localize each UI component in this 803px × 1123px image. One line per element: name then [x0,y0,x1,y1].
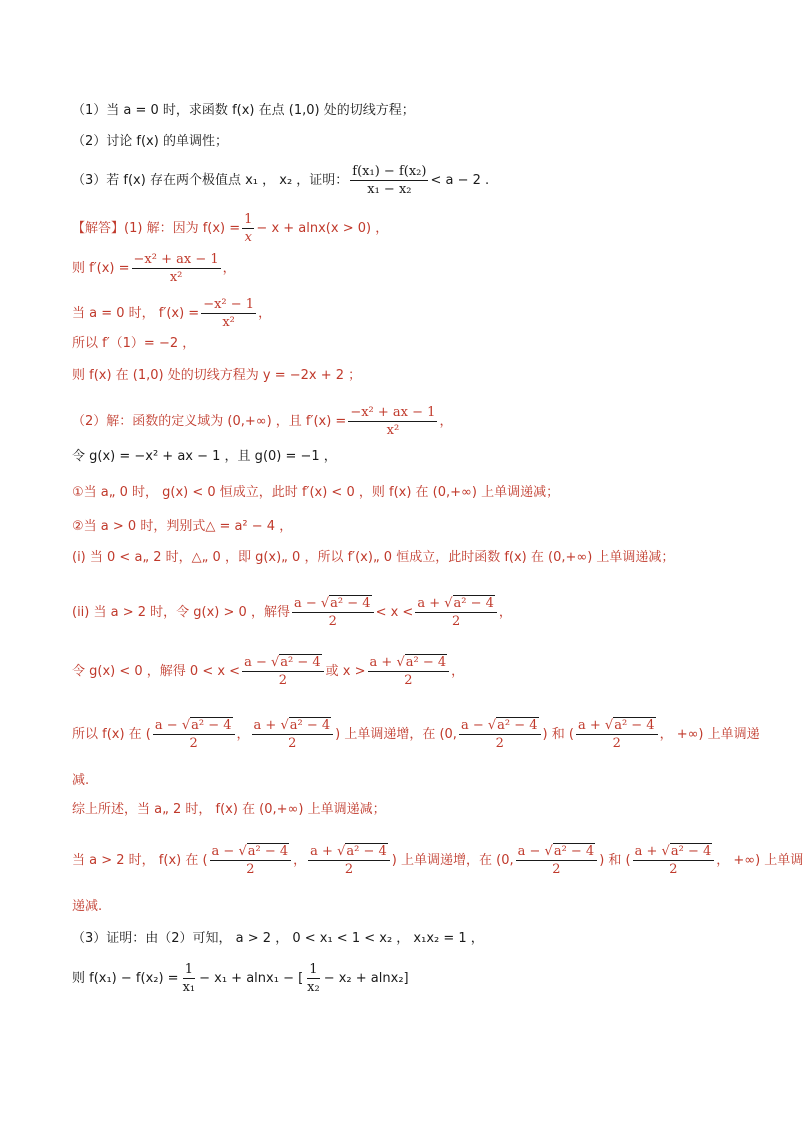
solution-line-19-post: − x₂ + alnx₂] [323,970,409,986]
solution-line-19-fraction-2 [305,962,322,995]
root-body: a² − 4 [330,596,371,611]
fraction-denominator: 2 [669,862,678,877]
root-body: a² − 4 [289,718,331,733]
root-fraction-plus: $\frac{\text{a + √a² − 4}}{2}$ [576,718,658,751]
question-2: （2）讨论 f(x) 的单调性； [72,134,228,149]
solution-line-19-mid: − x₁ + alnx₁ − [ [199,970,304,986]
solution-line-6-pre: （2）解：函数的定义域为 (0,+∞) ，且 f′(x) = [72,413,347,429]
solution-line-5: 则 f(x) 在 (1,0) 处的切线方程为 y = −2x + 2 ； [72,368,362,383]
fraction-denominator: 2 [552,862,561,877]
fraction-numerator: 1 [309,962,318,977]
solution-line-13-comma: ， [236,726,250,742]
root-fraction-minus: $\frac{\text{a − √a² − 4}}{2}$ [516,844,598,877]
root-numerator-a: a − [211,844,239,859]
root-fraction-minus: $\frac{\text{a − √a² − 4}}{2}$ [242,655,324,688]
question-3-fraction [350,164,428,197]
fraction-denominator: x₁ [182,980,196,995]
fraction-numerator: −x² − 1 [203,297,255,312]
fraction-denominator: x [244,230,252,245]
solution-line-2-post: ， [222,260,236,276]
solution-line-6-fraction [348,405,437,438]
solution-line-12-mid: 或 x > [325,663,366,679]
solution-line-17: 递减. [72,899,103,914]
question-3-tail: < a − 2 . [430,172,490,188]
solution-line-1 [72,212,388,245]
root-fraction-minus: $\frac{\text{a − √a² − 4}}{2}$ [210,844,292,877]
root-numerator-a: a − [517,844,545,859]
solution-line-15: 综上所述，当 a„ 2 时， f(x) 在 (0,+∞) 上单调递减； [72,802,386,817]
fraction-numerator: f(x₁) − f(x₂) [352,164,427,179]
fraction-denominator: 2 [288,736,297,751]
root-fraction-plus: $\frac{\text{a + √a² − 4}}{2}$ [252,718,334,751]
solution-line-16-comma: ， [293,852,307,868]
fraction-denominator: 2 [246,862,255,877]
fraction-denominator: 2 [404,673,413,688]
solution-line-14: 减. [72,773,90,788]
fraction-denominator: 2 [328,614,337,629]
solution-line-18: （3）证明：由（2）可知， a > 2 ， 0 < x₁ < 1 < x₂ ， x₁x₂ = 1 ， [72,931,484,946]
fraction-denominator: 2 [612,736,621,751]
fraction-denominator: 2 [344,862,354,877]
solution-line-12-post: ， [451,663,465,679]
solution-line-1-pre: (1) 解：因为 f(x) = [124,220,241,236]
fraction-denominator: 2 [189,736,198,751]
solution-line-16-mid: ) 上单调递增，在 (0, [391,852,514,868]
solution-line-7: 令 g(x) = −x² + ax − 1 ，且 g(0) = −1 ， [72,449,337,464]
solution-line-12-pre: 令 g(x) < 0 ，解得 0 < x < [72,663,241,679]
solution-line-2-pre: 则 f′(x) = [72,260,130,276]
root-fraction-plus: $\frac{\text{a + √a² − 4}}{2}$ [633,844,715,877]
solution-line-6 [72,405,452,438]
fraction-denominator: x₂ [307,980,320,995]
root-body: a² − 4 [553,844,595,859]
solution-line-19-fraction-1 [181,962,198,995]
root-numerator-a: a − [244,655,271,670]
solution-line-3-pre: 当 a = 0 时， f′(x) = [72,305,200,321]
solution-line-3-post: ， [258,305,272,321]
solution-line-6-post: ， [439,413,453,429]
solution-line-1-fraction [242,212,254,245]
root-body: a² − 4 [346,844,387,859]
solution-line-1-post: − x + alnx(x > 0) ， [256,220,389,236]
root-numerator-a: a + [253,718,281,733]
root-numerator-a: a + [634,844,662,859]
root-body: a² − 4 [670,844,712,859]
solution-line-13 [72,718,760,751]
solution-line-16-pre: 当 a > 2 时， f(x) 在 ( [72,852,208,868]
root-fraction-plus: $\frac{\text{a + √a² − 4}}{2}$ [415,596,497,629]
fraction-numerator: 1 [184,962,193,977]
question-1: （1）当 a = 0 时，求函数 f(x) 在点 (1,0) 处的切线方程； [72,103,415,118]
solution-line-13-mid: ) 上单调递增，在 (0, [335,726,457,742]
solution-line-13-post: ， +∞) 上单调递 [659,726,760,742]
fraction-numerator: −x² + ax − 1 [133,252,219,267]
root-fraction-plus: $\frac{\text{a + √a² − 4}}{2}$ [368,655,450,688]
solution-line-9: ②当 a > 0 时，判别式△ = a² − 4 ， [72,519,293,534]
solution-line-11 [72,596,512,629]
solution-line-19 [72,962,409,995]
solution-tag: 【解答】 [72,220,125,236]
solution-line-16 [72,844,803,877]
fraction-denominator: 2 [451,614,461,629]
root-body: a² − 4 [453,596,494,611]
root-fraction-plus: $\frac{\text{a + √a² − 4}}{2}$ [308,844,390,877]
root-fraction-minus: $\frac{\text{a − √a² − 4}}{2}$ [459,718,541,751]
solution-line-16-and: ) 和 ( [599,852,631,868]
root-body: a² − 4 [280,655,321,670]
solution-line-2-fraction [132,252,221,285]
fraction-denominator: 2 [495,736,504,751]
fraction-denominator: x² [386,423,400,438]
root-fraction-minus: $\frac{\text{a − √a² − 4}}{2}$ [153,718,235,751]
root-numerator-a: a − [460,718,488,733]
fraction-numerator: −x² + ax − 1 [350,405,436,420]
question-3-text: （3）若 f(x) 存在两个极值点 x₁ ， x₂ ，证明： [72,172,349,188]
solution-line-10: (i) 当 0 < a„ 2 时，△„ 0 ，即 g(x)„ 0 ，所以 f′(x)„ 0 恒成立，此时函数 f(x) 在 (0,+∞) 上单调递减； [72,550,675,565]
solution-line-2 [72,252,236,285]
solution-line-3 [72,297,271,330]
solution-line-4: 所以 f′（1）= −2 ， [72,336,196,351]
root-body: a² − 4 [247,844,289,859]
fraction-denominator: 2 [278,673,287,688]
question-3 [72,164,489,197]
root-numerator-a: a − [154,718,182,733]
solution-line-3-fraction [201,297,256,330]
solution-line-13-and: ) 和 ( [542,726,574,742]
root-body: a² − 4 [614,718,655,733]
solution-line-16-post: ， +∞) 上单调 [716,852,803,868]
solution-line-19-pre: 则 f(x₁) − f(x₂) = [72,970,179,986]
fraction-denominator: x₁ − x₂ [367,182,412,197]
root-body: a² − 4 [405,655,447,670]
root-body: a² − 4 [497,718,538,733]
root-numerator-a: a + [369,655,397,670]
root-fraction-minus: $\frac{\text{a − √a² − 4}}{2}$ [292,596,374,629]
root-body: a² − 4 [191,718,232,733]
root-numerator-a: a − [293,596,321,611]
solution-line-8: ①当 a„ 0 时， g(x) < 0 恒成立，此时 f′(x) < 0 ，则 f(x) 在 (0,+∞) 上单调递减； [72,485,560,500]
solution-line-11-post: ， [498,604,512,620]
solution-line-11-mid: < x < [375,604,414,620]
root-numerator-a: a + [577,718,605,733]
root-numerator-a: a + [417,596,445,611]
root-numerator-a: a + [310,844,338,859]
solution-line-12 [72,655,464,688]
fraction-denominator: x² [222,315,235,330]
fraction-denominator: x² [169,270,183,285]
solution-line-11-pre: (ii) 当 a > 2 时，令 g(x) > 0 ，解得 [72,604,290,620]
fraction-numerator: 1 [244,212,253,227]
solution-line-13-pre: 所以 f(x) 在 ( [72,726,151,742]
